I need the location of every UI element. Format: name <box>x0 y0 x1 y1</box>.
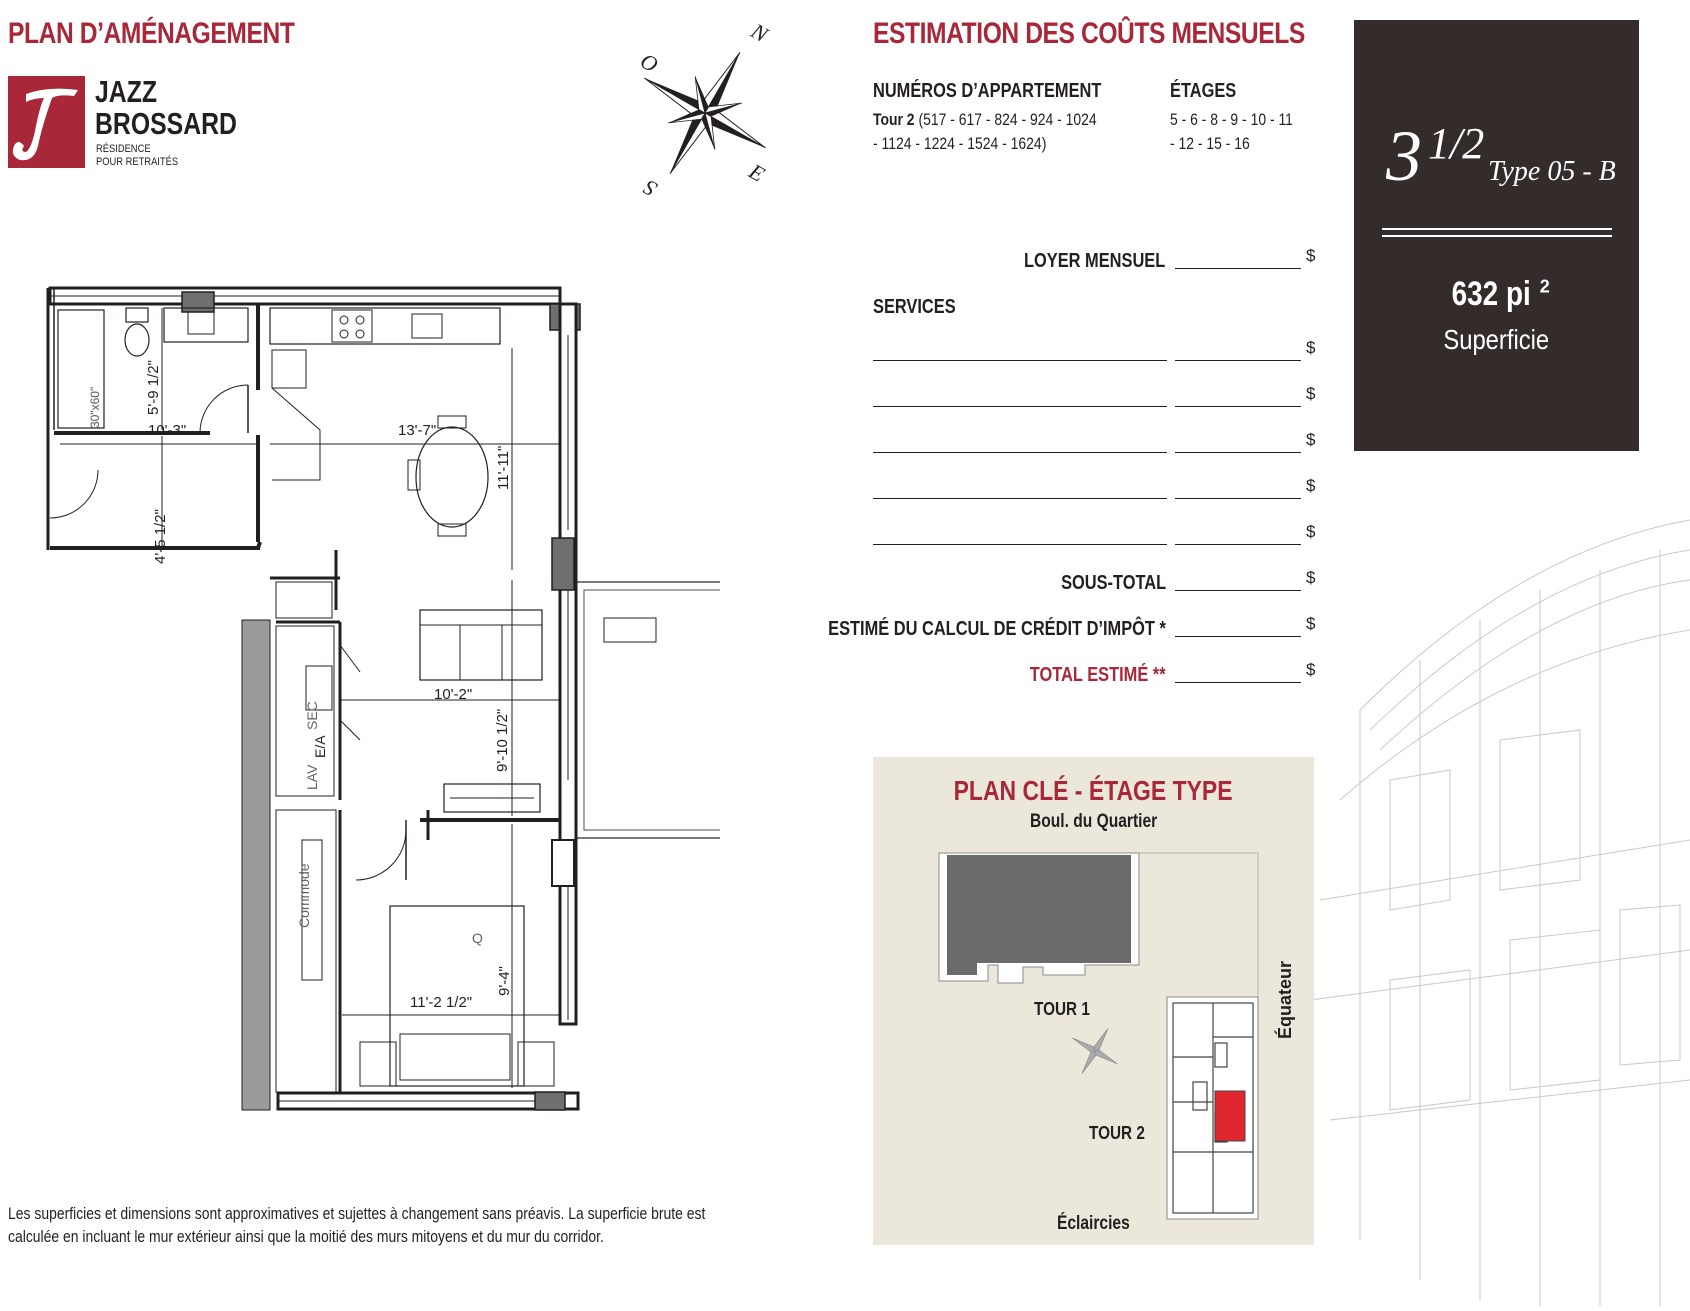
street-right: Équateur <box>1275 960 1295 1039</box>
rent-label: LOYER MENSUEL <box>1023 250 1165 272</box>
subtotal-label: SOUS-TOTAL <box>1060 572 1166 594</box>
unit-area-label: Superficie <box>1443 324 1550 355</box>
unit-info-box <box>1354 20 1639 451</box>
brand-name-1: JAZZ <box>95 74 157 109</box>
dim-living-width: 10'-2" <box>434 686 473 703</box>
floors-line-1: 5 - 6 - 8 - 9 - 10 - 11 <box>1170 110 1293 129</box>
compass-n: N <box>746 18 773 48</box>
dim-kitchen-height: 11'-11" <box>495 445 512 490</box>
shower-size: 30"x60" <box>88 386 102 428</box>
compass-e: E <box>744 158 770 187</box>
costs-title: ESTIMATION DES COÛTS MENSUELS <box>873 17 1305 50</box>
floor-plan <box>40 280 720 1140</box>
dim-bath-width: 10'-3" <box>148 422 187 439</box>
subtotal-currency: $ <box>1306 568 1316 587</box>
commode-label: Commode <box>296 863 312 928</box>
key-plan <box>873 757 1314 1245</box>
lav-label: LAV <box>304 764 320 790</box>
floors-label: ÉTAGES <box>1170 80 1237 102</box>
tower2-label: TOUR 2 <box>1089 1123 1145 1143</box>
unit-type: Type 05 - B <box>1488 156 1616 187</box>
bed-label: Q <box>472 930 483 946</box>
credit-label: ESTIMÉ DU CALCUL DE CRÉDIT D’IMPÔT * <box>828 618 1166 640</box>
page-title: PLAN D’AMÉNAGEMENT <box>8 17 295 50</box>
unit-size-main: 3 <box>1386 116 1422 196</box>
rent-line <box>1175 268 1301 269</box>
total-currency: $ <box>1306 660 1316 679</box>
brand-sub-1: RÉSIDENCE <box>96 143 151 155</box>
sec-label: SEC <box>304 701 320 730</box>
dim-kitchen-width: 13'-7" <box>398 422 437 439</box>
dim-living-height: 9'-10 1/2" <box>494 708 511 772</box>
brand-name-2: BROSSARD <box>95 106 237 141</box>
tower1-label: TOUR 1 <box>1034 999 1090 1019</box>
street-top: Boul. du Quartier <box>1029 811 1158 832</box>
apt-numbers-line-1: Tour 2 (517 - 617 - 824 - 924 - 1024 <box>873 110 1097 129</box>
unit-size-fraction: 1/2 <box>1428 119 1485 168</box>
credit-currency: $ <box>1306 614 1316 633</box>
divider-1 <box>1382 228 1612 230</box>
disclaimer-line-1: Les superficies et dimensions sont approximatives et sujettes à changement sans préavis. La superficie brute est <box>8 1204 706 1223</box>
brand-sub-2: POUR RETRAITÉS <box>96 156 179 168</box>
dim-entry: 4'-5 1/2" <box>152 509 169 564</box>
disclaimer-line-2: calculée en incluant le mur extérieur ainsi que la moitié des murs mitoyens et du mur du corridor. <box>8 1227 604 1246</box>
unit-area: 632 pi $^2$ <box>1451 275 1550 313</box>
dim-bed-width: 11'-2 1/2" <box>410 994 473 1011</box>
compass-o: O <box>636 47 663 78</box>
dim-bed-height: 9'-4" <box>496 966 513 996</box>
divider-2 <box>1382 235 1612 237</box>
total-label: TOTAL ESTIMÉ ** <box>1030 664 1166 686</box>
ea-label: E/A <box>312 735 328 758</box>
rent-currency: $ <box>1306 246 1316 265</box>
credit-line <box>1175 636 1301 637</box>
street-bottom: Éclaircies <box>1057 1213 1130 1234</box>
subtotal-line <box>1175 590 1301 591</box>
services-label: SERVICES <box>873 296 956 318</box>
floors-line-2: - 12 - 15 - 16 <box>1170 134 1250 153</box>
apt-numbers-line-2: - 1124 - 1224 - 1524 - 1624) <box>873 134 1047 153</box>
compass-s: S <box>639 174 662 203</box>
total-line <box>1175 682 1301 683</box>
apt-numbers-label: NUMÉROS D’APPARTEMENT <box>873 80 1102 102</box>
jazz-logo <box>8 76 85 168</box>
architecture-sketch <box>1300 480 1690 1306</box>
keyplan-title: PLAN CLÉ - ÉTAGE TYPE <box>954 775 1233 806</box>
